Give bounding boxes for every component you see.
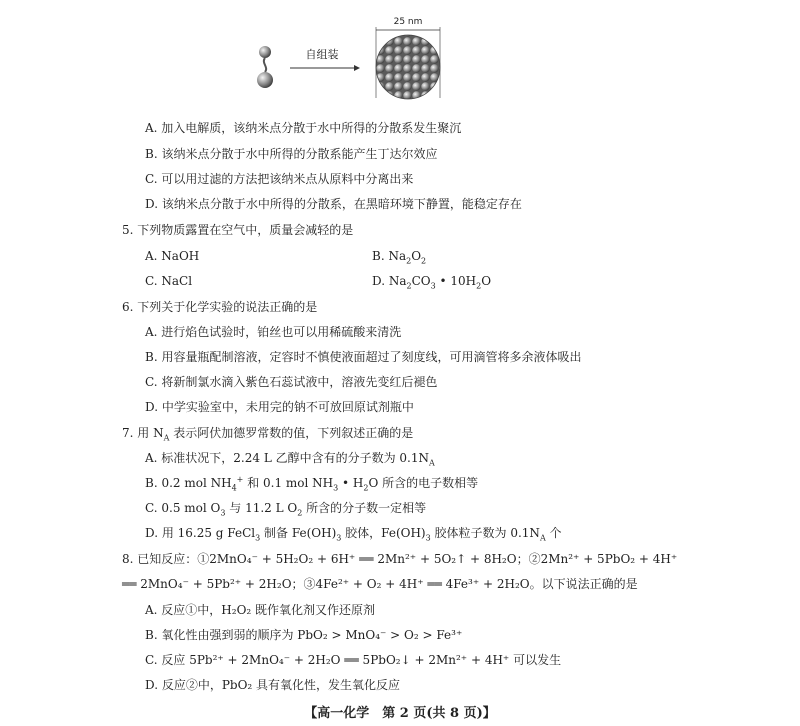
q5-option-a: A. NaOH: [145, 249, 200, 263]
q7-option-b: B. 0.2 mol $NH_4^+$ 和 0.1 mol $NH_3$ • $H_2O$ 所含的电子数相等: [145, 475, 479, 493]
q7-option-a: A. 标准状况下，2.24 L 乙醇中含有的分子数为 $0.1N_A$: [145, 451, 435, 468]
q6-option-b: B. 用容量瓶配制溶液，定容时不慎使液面超过了刻度线，可用滴管将多余液体吸出: [145, 350, 582, 364]
q8-option-b: B. 氧化性由强到弱的顺序为 PbO₂ > MnO₄⁻ > O₂ > Fe³⁺: [145, 628, 463, 642]
molecule-link: [264, 58, 266, 72]
q5-stem: 5. 下列物质露置在空气中，质量会减轻的是: [122, 223, 354, 237]
q7-option-d: D. 用 16.25 g FeCl$_3$ 制备 $Fe(OH)_3$ 胶体，$Fe(OH)_3$ 胶体粒子数为 $0.1N_A$ 个: [145, 526, 562, 543]
q8-stem-line2: ══ 2MnO₄⁻ + 5Pb²⁺ + 2H₂O；③4Fe²⁺ + O₂ + 4H⁺ ══ 4Fe³⁺ + 2H₂O。以下说法正确的是: [122, 577, 638, 591]
q8-option-a: A. 反应①中，H₂O₂ 既作氧化剂又作还原剂: [145, 603, 376, 617]
q5-option-c: C. NaCl: [145, 274, 193, 288]
q8-option-d: D. 反应②中，PbO₂ 具有氧化性，发生氧化反应: [145, 678, 401, 692]
nanoparticle-figure: [250, 10, 450, 100]
q4-option-d: D. 该纳米点分散于水中所得的分散系，在黑暗环境下静置，能稳定存在: [145, 197, 522, 211]
q7-stem: 7. 用 $N_A$ 表示阿伏加德罗常数的值，下列叙述正确的是: [122, 426, 414, 443]
q4-option-a: A. 加入电解质，该纳米点分散于水中所得的分散系发生聚沉: [145, 121, 462, 135]
q6-option-d: D. 中学实验室中，未用完的钠不可放回原试剂瓶中: [145, 400, 414, 414]
q5-option-b: B. $Na_2O_2$: [372, 249, 427, 266]
arrow-label: 自组装: [305, 48, 339, 61]
q7-option-c: C. 0.5 mol $O_3$ 与 11.2 L $O_2$ 所含的分子数一定相等: [145, 501, 427, 518]
q4-option-c: C. 可以用过滤的方法把该纳米点从原料中分离出来: [145, 172, 414, 186]
nanoparticle-sphere: [376, 35, 440, 99]
q4-option-b: B. 该纳米点分散于水中所得的分散系能产生丁达尔效应: [145, 147, 438, 161]
self-assembly-diagram: [250, 10, 450, 100]
q6-option-c: C. 将新制氯水滴入紫色石蕊试液中，溶液先变红后褪色: [145, 375, 438, 389]
molecule-top-sphere: [259, 46, 271, 58]
q8-option-c: C. 反应 5Pb²⁺ + 2MnO₄⁻ + 2H₂O ══ 5PbO₂↓ + 2Mn²⁺ + 4H⁺ 可以发生: [145, 653, 562, 667]
page-footer: 【高一化学 第 2 页(共 8 页)】: [304, 706, 496, 721]
q8-stem-line1: 8. 已知反应：①2MnO₄⁻ + 5H₂O₂ + 6H⁺ ══ 2Mn²⁺ + 5O₂↑ + 8H₂O；②2Mn²⁺ + 5PbO₂ + 4H⁺: [122, 552, 678, 566]
q5-option-d: D. $Na_2CO_3$ • $10H_2O$: [372, 274, 492, 291]
molecule-bottom-sphere: [257, 72, 273, 88]
q6-stem: 6. 下列关于化学实验的说法正确的是: [122, 300, 318, 314]
scale-label: 25 nm: [393, 17, 423, 27]
q6-option-a: A. 进行焰色试验时，铂丝也可以用稀硫酸来清洗: [145, 325, 402, 339]
arrow-head: [354, 65, 360, 71]
